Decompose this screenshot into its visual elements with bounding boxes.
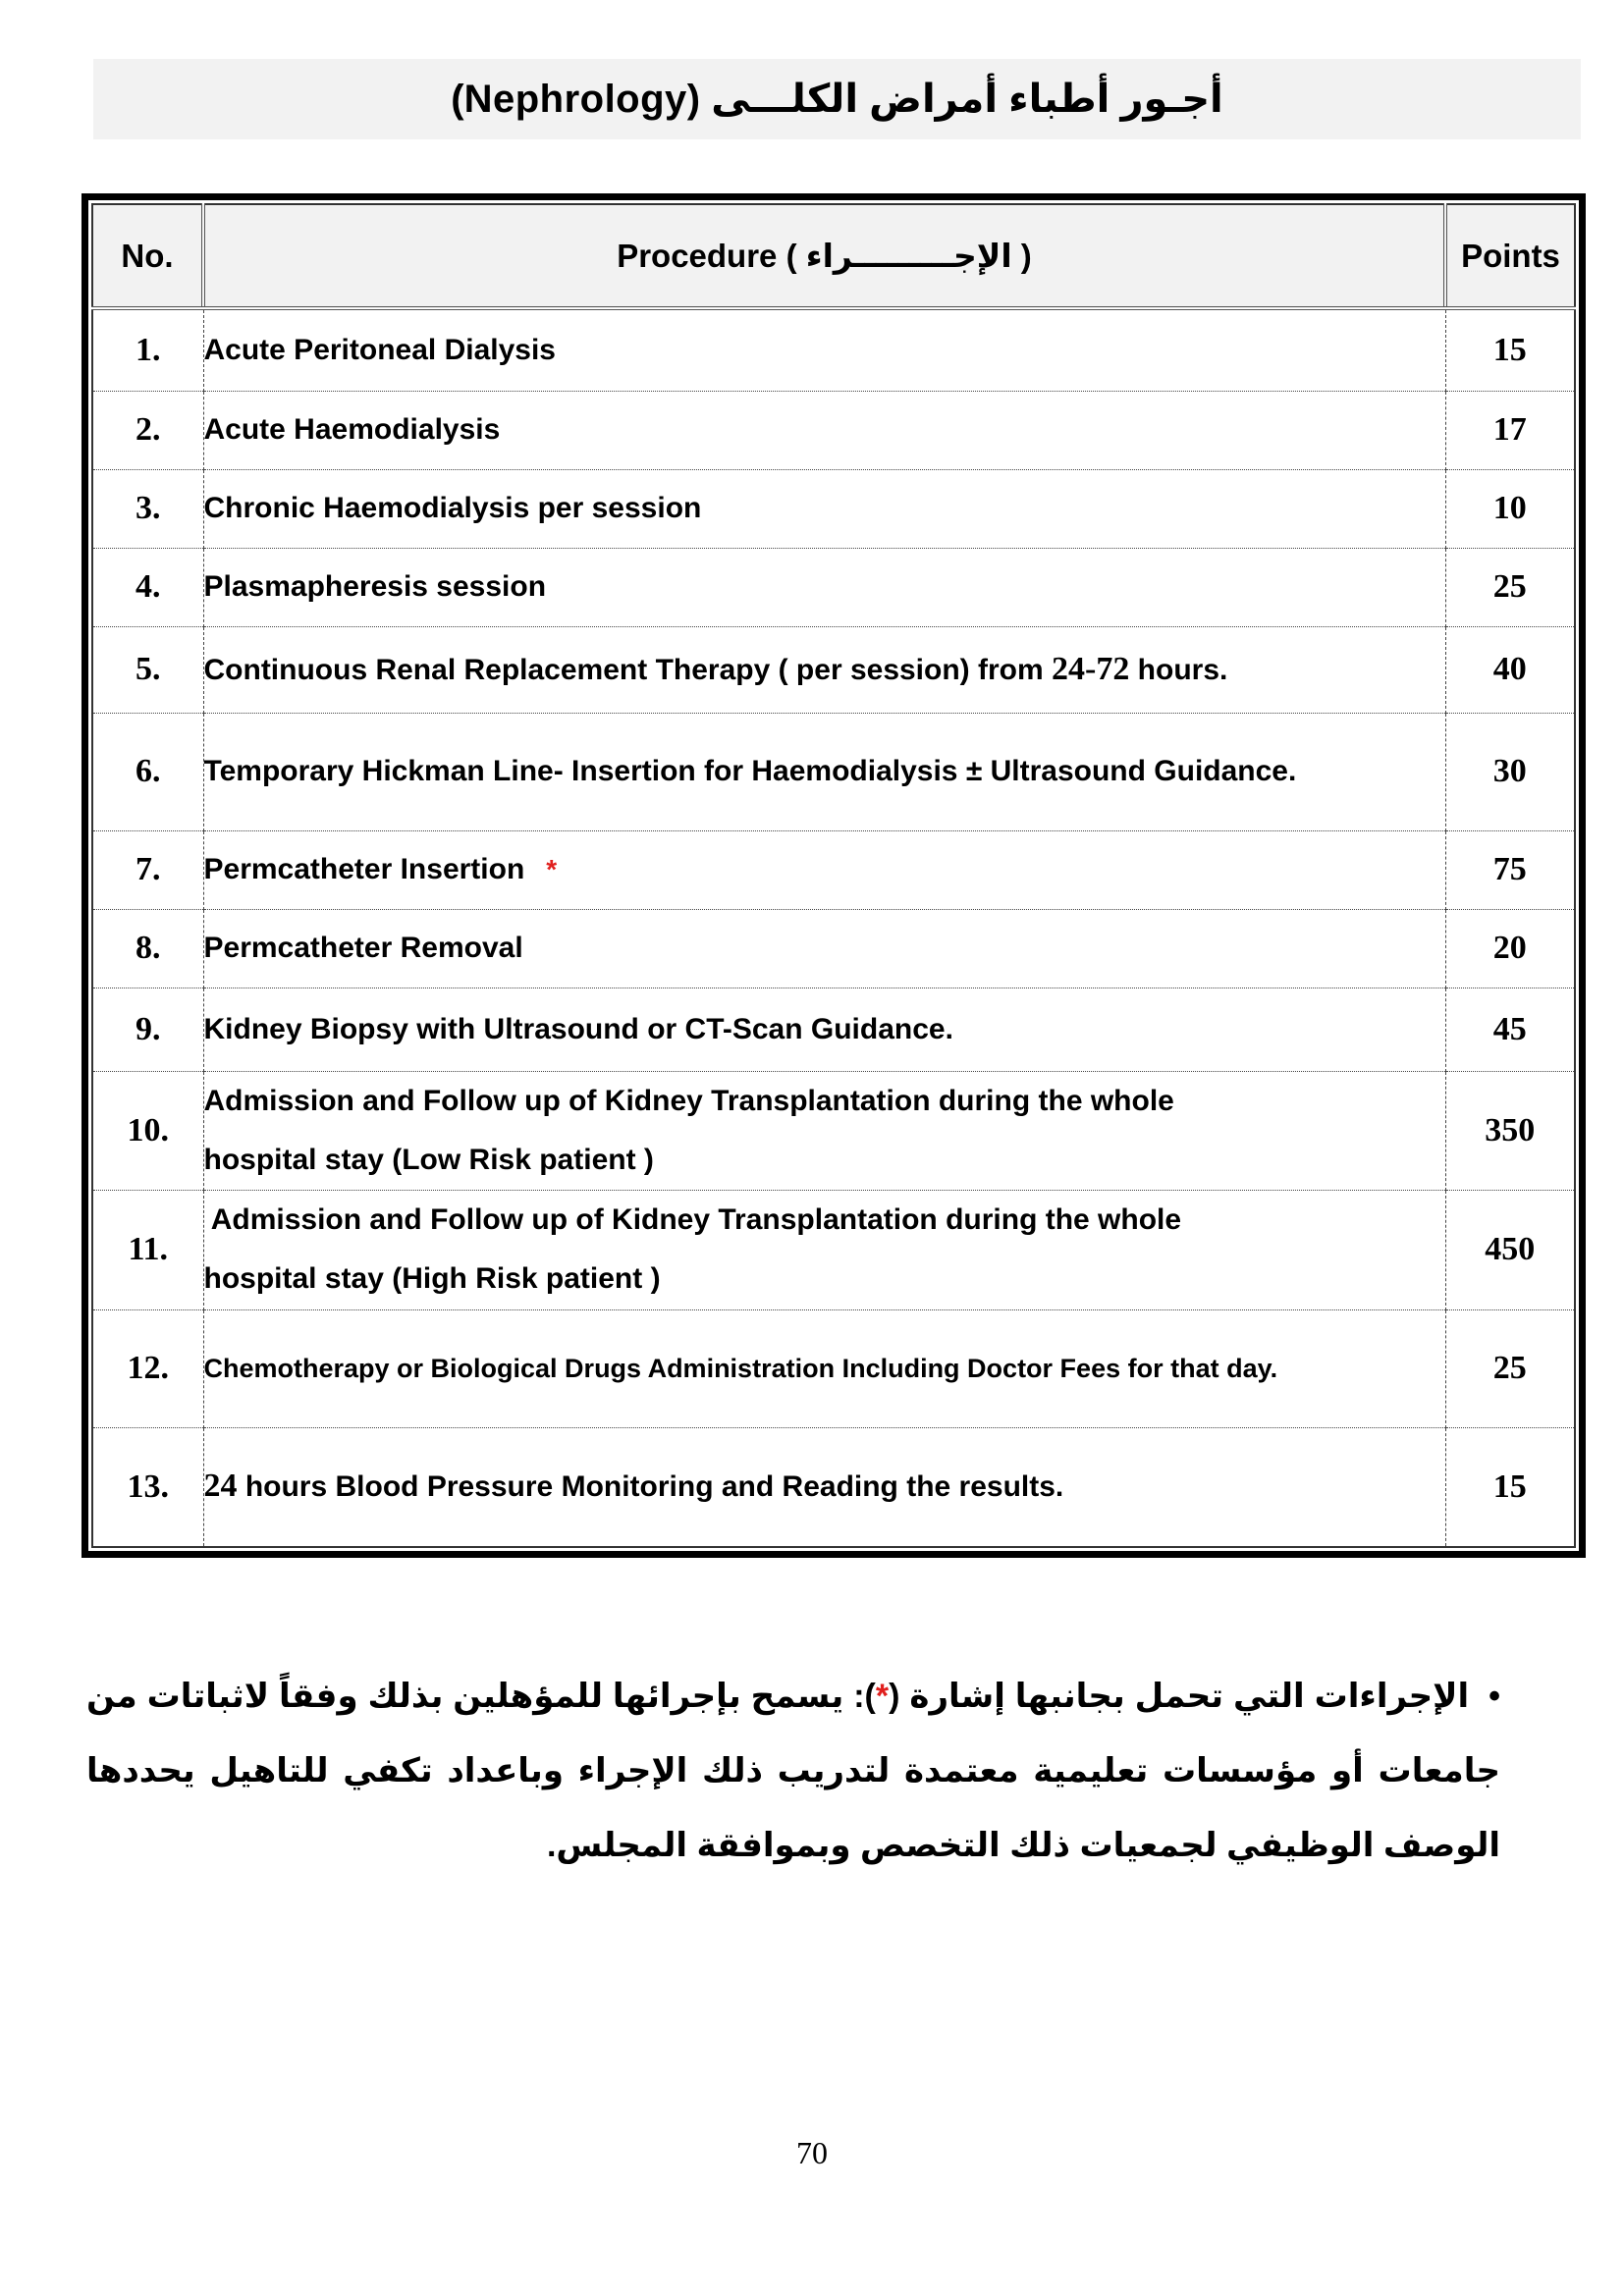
row-procedure: Kidney Biopsy with Ultrasound or CT-Scan Guidance. bbox=[203, 988, 1445, 1071]
procedure-text: Continuous Renal Replacement Therapy ( per session) from bbox=[203, 653, 1052, 686]
row-number: 5. bbox=[92, 626, 203, 713]
header-procedure-ar: ( الإجـــــــــراء ) bbox=[785, 238, 1032, 274]
procedures-table bbox=[91, 203, 1576, 1548]
row-procedure: Chemotherapy or Biological Drugs Administration Including Doctor Fees for that day. bbox=[203, 1309, 1445, 1427]
table-row bbox=[92, 830, 1575, 909]
row-number: 13. bbox=[92, 1427, 203, 1547]
row-procedure: Acute Haemodialysis bbox=[203, 391, 1445, 469]
procedure-text: hours Blood Pressure Monitoring and Reading the results. bbox=[237, 1470, 1064, 1504]
page-number: 70 bbox=[796, 2135, 828, 2170]
row-procedure: Permcatheter Removal bbox=[203, 909, 1445, 988]
row-points: 450 bbox=[1445, 1190, 1575, 1309]
table-row bbox=[92, 308, 1575, 391]
row-points: 75 bbox=[1445, 830, 1575, 909]
header-points: Points bbox=[1445, 204, 1575, 308]
asterisk-marker-icon: * bbox=[546, 854, 558, 884]
procedure-line-1: Admission and Follow up of Kidney Transplantation during the whole bbox=[203, 1203, 1182, 1236]
row-points: 15 bbox=[1445, 308, 1575, 391]
row-procedure: Temporary Hickman Line- Insertion for Haemodialysis ± Ultrasound Guidance. bbox=[203, 713, 1445, 830]
row-number: 7. bbox=[92, 830, 203, 909]
procedure-line-1: Admission and Follow up of Kidney Transplantation during the whole bbox=[203, 1084, 1174, 1117]
row-points: 40 bbox=[1445, 626, 1575, 713]
row-number: 11. bbox=[92, 1190, 203, 1309]
table-row bbox=[92, 713, 1575, 830]
table-row bbox=[92, 1190, 1575, 1309]
table-row bbox=[92, 469, 1575, 548]
row-points: 25 bbox=[1445, 1309, 1575, 1427]
row-points: 15 bbox=[1445, 1427, 1575, 1547]
row-procedure bbox=[203, 830, 1445, 909]
asterisk-marker-icon: * bbox=[875, 1678, 890, 1715]
row-procedure: Acute Peritoneal Dialysis bbox=[203, 308, 1445, 391]
procedure-line-2: hospital stay (Low Risk patient ) bbox=[203, 1143, 654, 1176]
row-procedure bbox=[203, 626, 1445, 713]
row-number: 1. bbox=[135, 331, 161, 368]
header-procedure bbox=[203, 204, 1445, 308]
row-number: 9. bbox=[92, 988, 203, 1071]
table-row bbox=[92, 1309, 1575, 1427]
bullet-icon: • bbox=[1489, 1678, 1501, 1715]
procedures-table-frame bbox=[81, 193, 1586, 1558]
table-row bbox=[92, 988, 1575, 1071]
row-points: 25 bbox=[1445, 548, 1575, 626]
row-points: 17 bbox=[1445, 391, 1575, 469]
row-procedure bbox=[203, 1190, 1445, 1309]
table-row bbox=[92, 1071, 1575, 1190]
table-header-row bbox=[92, 204, 1575, 308]
table-row bbox=[92, 1427, 1575, 1547]
row-number: 10. bbox=[92, 1071, 203, 1190]
row-number: 2. bbox=[92, 391, 203, 469]
table-row bbox=[92, 548, 1575, 626]
row-procedure bbox=[203, 1071, 1445, 1190]
table-row bbox=[92, 909, 1575, 988]
row-points: 30 bbox=[1445, 713, 1575, 830]
footnote-text-end: ): يسمح بإجرائها للمؤهلين بذلك وفقاً لاثباتات من جامعات أو مؤسسات تعليمية معتمدة لتدريب ذلك الإجراء وباعداد تكفي للتاهيل يحددها الوصف الوظيفي لجمعيات ذلك التخصص وبموافقة المجلس. bbox=[86, 1678, 1500, 1864]
header-procedure-en: Procedure bbox=[617, 238, 778, 274]
row-points: 10 bbox=[1445, 469, 1575, 548]
procedure-text-end: hours. bbox=[1129, 653, 1228, 686]
row-number: 4. bbox=[92, 548, 203, 626]
header-no: No. bbox=[92, 204, 203, 308]
row-number: 8. bbox=[92, 909, 203, 988]
row-procedure: Plasmapheresis session bbox=[203, 548, 1445, 626]
asterisk-footnote bbox=[86, 1659, 1500, 1883]
row-number: 3. bbox=[92, 469, 203, 548]
row-number: 6. bbox=[92, 713, 203, 830]
row-points: 45 bbox=[1445, 988, 1575, 1071]
row-procedure bbox=[203, 1427, 1445, 1547]
title-band bbox=[93, 59, 1581, 139]
row-procedure: Chronic Haemodialysis per session bbox=[203, 469, 1445, 548]
row-points: 350 bbox=[1445, 1071, 1575, 1190]
row-number: 12. bbox=[92, 1309, 203, 1427]
row-points: 20 bbox=[1445, 909, 1575, 988]
page-title: أجـور أطباء أمراض الكلـــى (Nephrology) bbox=[451, 78, 1223, 121]
procedure-line-2: hospital stay (High Risk patient ) bbox=[203, 1262, 661, 1295]
procedure-hours-range: 24-72 bbox=[1052, 650, 1130, 687]
table-row bbox=[92, 391, 1575, 469]
procedure-text: Permcatheter Insertion bbox=[203, 853, 525, 885]
table-row bbox=[92, 626, 1575, 713]
footnote-text-start: الإجراءات التي تحمل بجانبها إشارة ( bbox=[889, 1678, 1470, 1715]
procedure-hours: 24 bbox=[203, 1468, 238, 1505]
